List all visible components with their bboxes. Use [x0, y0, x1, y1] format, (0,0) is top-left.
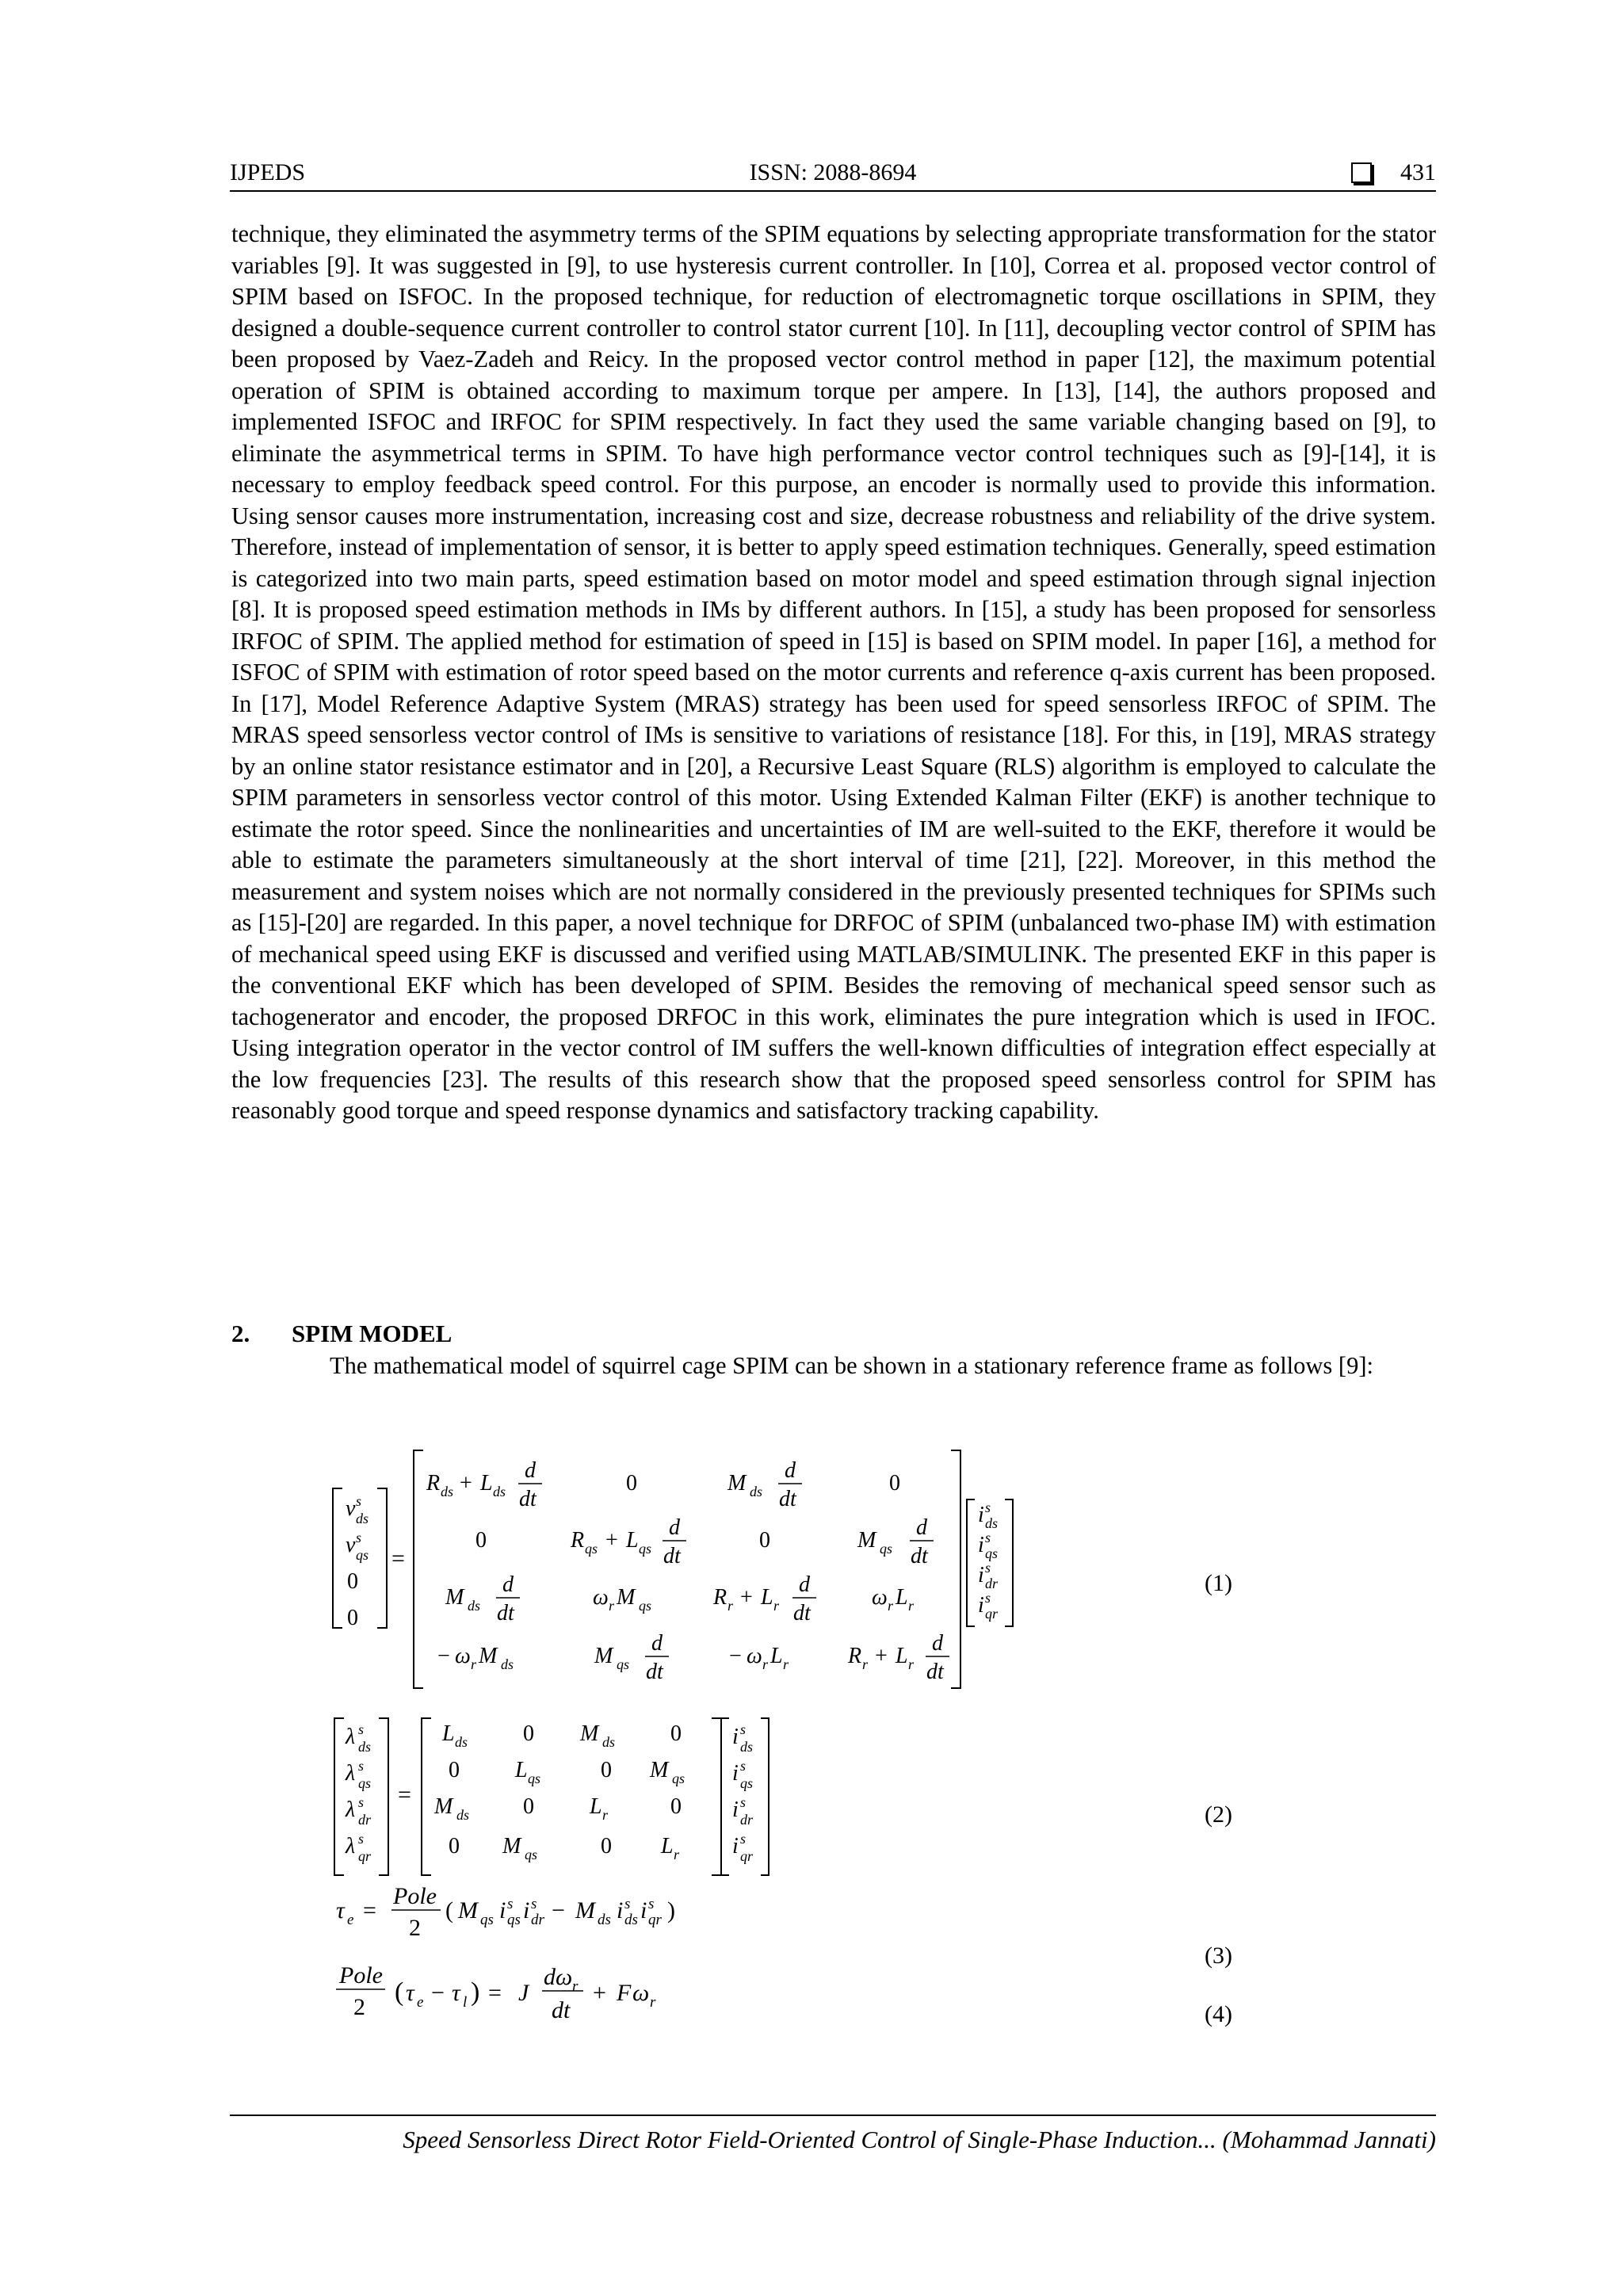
equation-3-number: (3): [1205, 1943, 1232, 1969]
svg-text:M: M: [857, 1528, 876, 1553]
svg-text:M: M: [502, 1834, 521, 1859]
svg-text:r: r: [773, 1598, 780, 1614]
section-title: SPIM MODEL: [292, 1320, 453, 1347]
svg-text:M: M: [479, 1644, 498, 1668]
svg-text:i: i: [499, 1897, 506, 1924]
svg-text:M: M: [727, 1471, 747, 1496]
svg-text:s: s: [356, 1530, 362, 1545]
svg-text:qs: qs: [672, 1771, 685, 1786]
svg-text:L: L: [626, 1528, 639, 1553]
svg-text:+: +: [875, 1644, 888, 1668]
svg-text:qr: qr: [985, 1606, 999, 1622]
svg-text:ds: ds: [624, 1912, 638, 1928]
svg-text:i: i: [732, 1797, 739, 1822]
svg-text:ds: ds: [455, 1734, 468, 1750]
svg-text:s: s: [358, 1758, 365, 1774]
svg-text:qr: qr: [648, 1912, 662, 1928]
svg-text:s: s: [740, 1794, 747, 1810]
svg-text:λ: λ: [346, 1761, 356, 1786]
svg-text:ds: ds: [456, 1807, 470, 1823]
svg-text:l: l: [463, 1994, 468, 2011]
footer-rule: [230, 2115, 1436, 2116]
svg-text:R: R: [848, 1644, 862, 1668]
svg-text:dt: dt: [793, 1601, 811, 1626]
equation-1: [333, 1450, 1013, 1688]
svg-text:ds: ds: [356, 1511, 369, 1526]
svg-text:=: =: [488, 1980, 502, 2006]
svg-text:s: s: [740, 1721, 747, 1737]
svg-text:r: r: [650, 1994, 656, 2011]
svg-text:qs: qs: [740, 1775, 754, 1791]
svg-text:0: 0: [670, 1721, 682, 1746]
svg-text:qs: qs: [880, 1541, 893, 1557]
svg-text:0: 0: [523, 1794, 534, 1819]
svg-text:ds: ds: [493, 1484, 506, 1499]
equation-1-number: (1): [1205, 1570, 1232, 1596]
svg-text:ds: ds: [358, 1739, 372, 1755]
svg-text:M: M: [434, 1794, 453, 1819]
svg-text:L: L: [590, 1794, 602, 1819]
svg-text:r: r: [609, 1598, 615, 1614]
running-title: Speed Sensorless Direct Rotor Field-Oriented Control of Single-Phase Induction... (Mohammad Jannati): [403, 2126, 1436, 2153]
svg-text:+: +: [605, 1528, 618, 1553]
svg-text:s: s: [358, 1794, 365, 1810]
svg-text:λ: λ: [346, 1834, 356, 1859]
svg-text:M: M: [575, 1897, 595, 1924]
svg-text:dt: dt: [552, 1997, 571, 2023]
svg-text:+: +: [460, 1471, 472, 1496]
svg-text:ω: ω: [632, 1980, 650, 2006]
svg-text:0: 0: [626, 1471, 637, 1496]
svg-text:i: i: [978, 1503, 984, 1527]
svg-text:dt: dt: [926, 1660, 944, 1684]
svg-text:ω: ω: [593, 1585, 609, 1610]
svg-text:v: v: [346, 1533, 356, 1557]
svg-text:(: (: [395, 1977, 404, 2007]
svg-text:d: d: [669, 1515, 680, 1540]
svg-text:R: R: [571, 1528, 585, 1553]
svg-text:): ): [471, 1977, 480, 2007]
svg-text:dω: dω: [544, 1964, 573, 1990]
svg-text:λ: λ: [346, 1725, 356, 1749]
svg-text:τ: τ: [336, 1897, 345, 1924]
svg-text:0: 0: [449, 1758, 460, 1782]
svg-text:qs: qs: [985, 1545, 999, 1561]
svg-text:L: L: [442, 1721, 455, 1746]
svg-text:s: s: [531, 1896, 537, 1912]
svg-text:d: d: [799, 1572, 810, 1597]
svg-text:0: 0: [449, 1834, 460, 1859]
svg-text:i: i: [978, 1563, 984, 1587]
svg-text:d: d: [785, 1458, 796, 1483]
svg-text:dt: dt: [779, 1487, 796, 1511]
svg-text:M: M: [617, 1585, 636, 1610]
svg-text:ds: ds: [598, 1912, 611, 1928]
svg-text:s: s: [985, 1560, 991, 1576]
svg-text:qs: qs: [356, 1547, 369, 1563]
svg-text:i: i: [978, 1593, 984, 1618]
svg-text:r: r: [674, 1847, 680, 1862]
svg-text:r: r: [602, 1807, 609, 1823]
svg-text:0: 0: [601, 1834, 612, 1859]
page-number: 431: [1400, 159, 1436, 185]
svg-text:s: s: [624, 1896, 631, 1912]
svg-text:τ: τ: [406, 1980, 414, 2006]
svg-text:r: r: [862, 1656, 869, 1672]
svg-text:2: 2: [409, 1915, 421, 1941]
equation-4-number: (4): [1205, 2001, 1232, 2027]
svg-text:s: s: [648, 1896, 655, 1912]
section-intro: The mathematical model of squirrel cage SPIM can be shown in a stationary reference frame as follows [9]:: [330, 1352, 1373, 1379]
svg-text:0: 0: [347, 1569, 358, 1594]
svg-text:Pole: Pole: [393, 1883, 437, 1909]
svg-text:s: s: [740, 1758, 747, 1774]
svg-text:ds: ds: [468, 1598, 481, 1614]
svg-text:ds: ds: [985, 1515, 999, 1531]
svg-text:qs: qs: [528, 1771, 541, 1786]
svg-text:qr: qr: [358, 1848, 372, 1864]
svg-text:M: M: [580, 1721, 599, 1746]
svg-text:M: M: [594, 1644, 613, 1668]
svg-text:r: r: [908, 1656, 915, 1672]
svg-text:i: i: [640, 1897, 647, 1924]
svg-text:i: i: [732, 1761, 739, 1786]
svg-text:dt: dt: [663, 1544, 681, 1568]
svg-text:s: s: [985, 1499, 991, 1515]
issn: ISSN: 2088-8694: [749, 159, 917, 185]
svg-text:λ: λ: [346, 1797, 356, 1822]
svg-text:e: e: [347, 1912, 354, 1928]
svg-text:dr: dr: [531, 1912, 544, 1928]
svg-text:d: d: [502, 1572, 514, 1597]
svg-text:L: L: [515, 1758, 528, 1782]
svg-text:i: i: [732, 1834, 739, 1859]
svg-text:2: 2: [353, 1994, 365, 2020]
svg-text:J: J: [518, 1980, 529, 2006]
svg-text:0: 0: [475, 1528, 487, 1553]
svg-text:r: r: [888, 1598, 894, 1614]
svg-text:ds: ds: [750, 1484, 763, 1499]
svg-text:qs: qs: [639, 1541, 652, 1557]
svg-text:ω: ω: [455, 1644, 471, 1668]
svg-text:qs: qs: [358, 1775, 372, 1791]
svg-text:e: e: [417, 1994, 424, 2011]
svg-text:v: v: [346, 1496, 356, 1521]
svg-text:Pole: Pole: [339, 1962, 383, 1988]
svg-text:dr: dr: [740, 1812, 754, 1828]
svg-text:τ: τ: [452, 1980, 460, 2006]
svg-text:L: L: [770, 1644, 783, 1668]
svg-text:ds: ds: [501, 1656, 514, 1672]
svg-text:−: −: [437, 1644, 450, 1668]
svg-text:−: −: [729, 1644, 742, 1668]
svg-text:s: s: [740, 1831, 747, 1847]
svg-text:R: R: [713, 1585, 727, 1610]
svg-text:d: d: [525, 1458, 536, 1483]
svg-text:0: 0: [523, 1721, 534, 1746]
svg-text:qs: qs: [585, 1541, 598, 1557]
svg-text:qr: qr: [740, 1848, 754, 1864]
svg-text:dr: dr: [985, 1576, 999, 1591]
svg-text:L: L: [896, 1585, 908, 1610]
equation-2-number: (2): [1205, 1801, 1232, 1828]
svg-text:r: r: [572, 1978, 579, 1995]
svg-text:s: s: [358, 1831, 365, 1847]
svg-text:M: M: [445, 1585, 464, 1610]
svg-text:qs: qs: [480, 1912, 494, 1928]
svg-text:L: L: [761, 1585, 773, 1610]
svg-text:i: i: [523, 1897, 530, 1924]
svg-text:−: −: [552, 1897, 565, 1924]
svg-text:qs: qs: [507, 1912, 521, 1928]
section-number: 2.: [231, 1320, 250, 1347]
svg-text:d: d: [916, 1515, 927, 1540]
svg-text:s: s: [358, 1721, 365, 1737]
svg-text:dt: dt: [911, 1544, 928, 1568]
svg-text:M: M: [650, 1758, 669, 1782]
svg-text:i: i: [978, 1533, 984, 1557]
svg-text:0: 0: [347, 1606, 358, 1630]
svg-text:(: (: [445, 1897, 453, 1924]
svg-text:L: L: [480, 1471, 493, 1496]
svg-text:r: r: [471, 1656, 477, 1672]
svg-text:=: =: [398, 1782, 411, 1808]
svg-text:): ): [667, 1897, 675, 1924]
svg-text:+: +: [740, 1585, 753, 1610]
svg-text:r: r: [783, 1656, 789, 1672]
body-paragraph: technique, they eliminated the asymmetry terms of the SPIM equations by selecting appropriate transformation for the stator variables [9]. It was suggested in [9], to use hysteresis current controller. In [10], Correa et al. proposed vector control of SPIM based on ISFOC. In the proposed technique, for reduction of electromagnetic torque oscillations in SPIM, they designed a double-sequence current controller to control stator current [10]. In [11], decoupling vector control of SPIM has been proposed by Vaez-Zadeh and Reicy. In the proposed vector control method in paper [12], the maximum potential operation of SPIM is obtained according to maximum torque per ampere. In [13], [14], the authors proposed and implemented ISFOC and IRFOC for SPIM respectively. In fact they used the same variable changing based on [9], to eliminate the asymmetrical terms in SPIM. To have high performance vector control techniques such as [9]-[14], it is necessary to employ feedback speed control. For this purpose, an encoder is normally used to provide this information. Using sensor causes more instrumentation, increasing cost and size, decrease robustness and reliability of the drive system. Therefore, instead of implementation of sensor, it is better to apply speed estimation techniques. Generally, speed estimation is categorized into two main parts, speed estimation based on motor model and speed estimation through signal injection [8]. It is proposed speed estimation methods in IMs by different authors. In [15], a study has been proposed for sensorless IRFOC of SPIM. The applied method for estimation of speed in [15] is based on SPIM model. In paper [16], a method for ISFOC of SPIM with estimation of rotor speed based on the motor currents and reference q-axis current has been proposed. In [17], Model Reference Adaptive System (MRAS) strategy has been used for speed sensorless IRFOC of SPIM. The MRAS speed sensorless vector control of IMs is sensitive to variations of resistance [18]. For this, in [19], MRAS strategy by an online stator resistance estimator and in [20], a Recursive Least Square (RLS) algorithm is employed to calculate the SPIM parameters in sensorless vector control of this motor. Using Extended Kalman Filter (EKF) is another technique to estimate the rotor speed. Since the nonlinearities and uncertainties of IM are well-suited to the EKF, therefore it would be able to estimate the parameters simultaneously at the short interval of time [21], [22]. Moreover, in this method the measurement and system noises which are not normally considered in the previously presented techniques for SPIMs such as [15]-[20] are regarded. In this paper, a novel technique for DRFOC of SPIM (unbalanced two-phase IM) with estimation of mechanical speed using EKF is discussed and verified using MATLAB/SIMULINK. The presented EKF in this paper is the conventional EKF which has been developed of SPIM. Besides the removing of mechanical speed sensor such as tachogenerator and encoder, the proposed DRFOC in this work, eliminates the pure integration which is used in IFOC. Using integration operator in the vector control of IM suffers the well-known difficulties of integration effect especially at the low frequencies [23]. The results of this research show that the proposed speed sensorless control for SPIM has reasonably good torque and speed response dynamics and satisfactory tracking capability.: [231, 220, 1436, 1124]
journal-name: IJPEDS: [230, 159, 306, 185]
svg-text:r: r: [727, 1598, 734, 1614]
svg-text:+: +: [593, 1980, 606, 2006]
equation-4: [336, 1962, 656, 2023]
svg-text:r: r: [908, 1598, 915, 1614]
svg-text:dt: dt: [497, 1601, 514, 1626]
svg-text:d: d: [932, 1631, 943, 1656]
svg-text:ds: ds: [602, 1734, 616, 1750]
svg-text:qs: qs: [525, 1847, 538, 1862]
svg-text:qs: qs: [617, 1656, 630, 1672]
svg-text:i: i: [732, 1725, 739, 1749]
svg-text:=: =: [363, 1897, 376, 1924]
svg-text:F: F: [617, 1980, 632, 2006]
svg-text:0: 0: [601, 1758, 612, 1782]
svg-text:dt: dt: [519, 1487, 537, 1511]
svg-text:ds: ds: [441, 1484, 454, 1499]
svg-text:dt: dt: [646, 1660, 663, 1684]
svg-text:i: i: [617, 1897, 624, 1924]
svg-text:s: s: [356, 1493, 362, 1509]
equation-2: [334, 1718, 769, 1875]
svg-text:s: s: [985, 1530, 991, 1545]
svg-text:0: 0: [670, 1794, 682, 1819]
svg-text:ω: ω: [872, 1585, 888, 1610]
svg-text:L: L: [896, 1644, 908, 1668]
svg-text:R: R: [426, 1471, 441, 1496]
svg-text:0: 0: [889, 1471, 900, 1496]
svg-text:M: M: [458, 1897, 478, 1924]
svg-text:s: s: [507, 1896, 514, 1912]
svg-text:0: 0: [759, 1528, 770, 1553]
svg-text:s: s: [985, 1590, 991, 1606]
svg-text:=: =: [391, 1545, 405, 1572]
svg-text:r: r: [762, 1656, 769, 1672]
svg-text:−: −: [431, 1980, 445, 2006]
svg-text:qs: qs: [639, 1598, 652, 1614]
svg-text:ds: ds: [740, 1739, 754, 1755]
svg-text:L: L: [661, 1834, 674, 1859]
svg-text:d: d: [651, 1631, 663, 1656]
svg-text:dr: dr: [358, 1812, 372, 1828]
equation-3: [336, 1883, 675, 1941]
svg-text:ω: ω: [747, 1644, 762, 1668]
